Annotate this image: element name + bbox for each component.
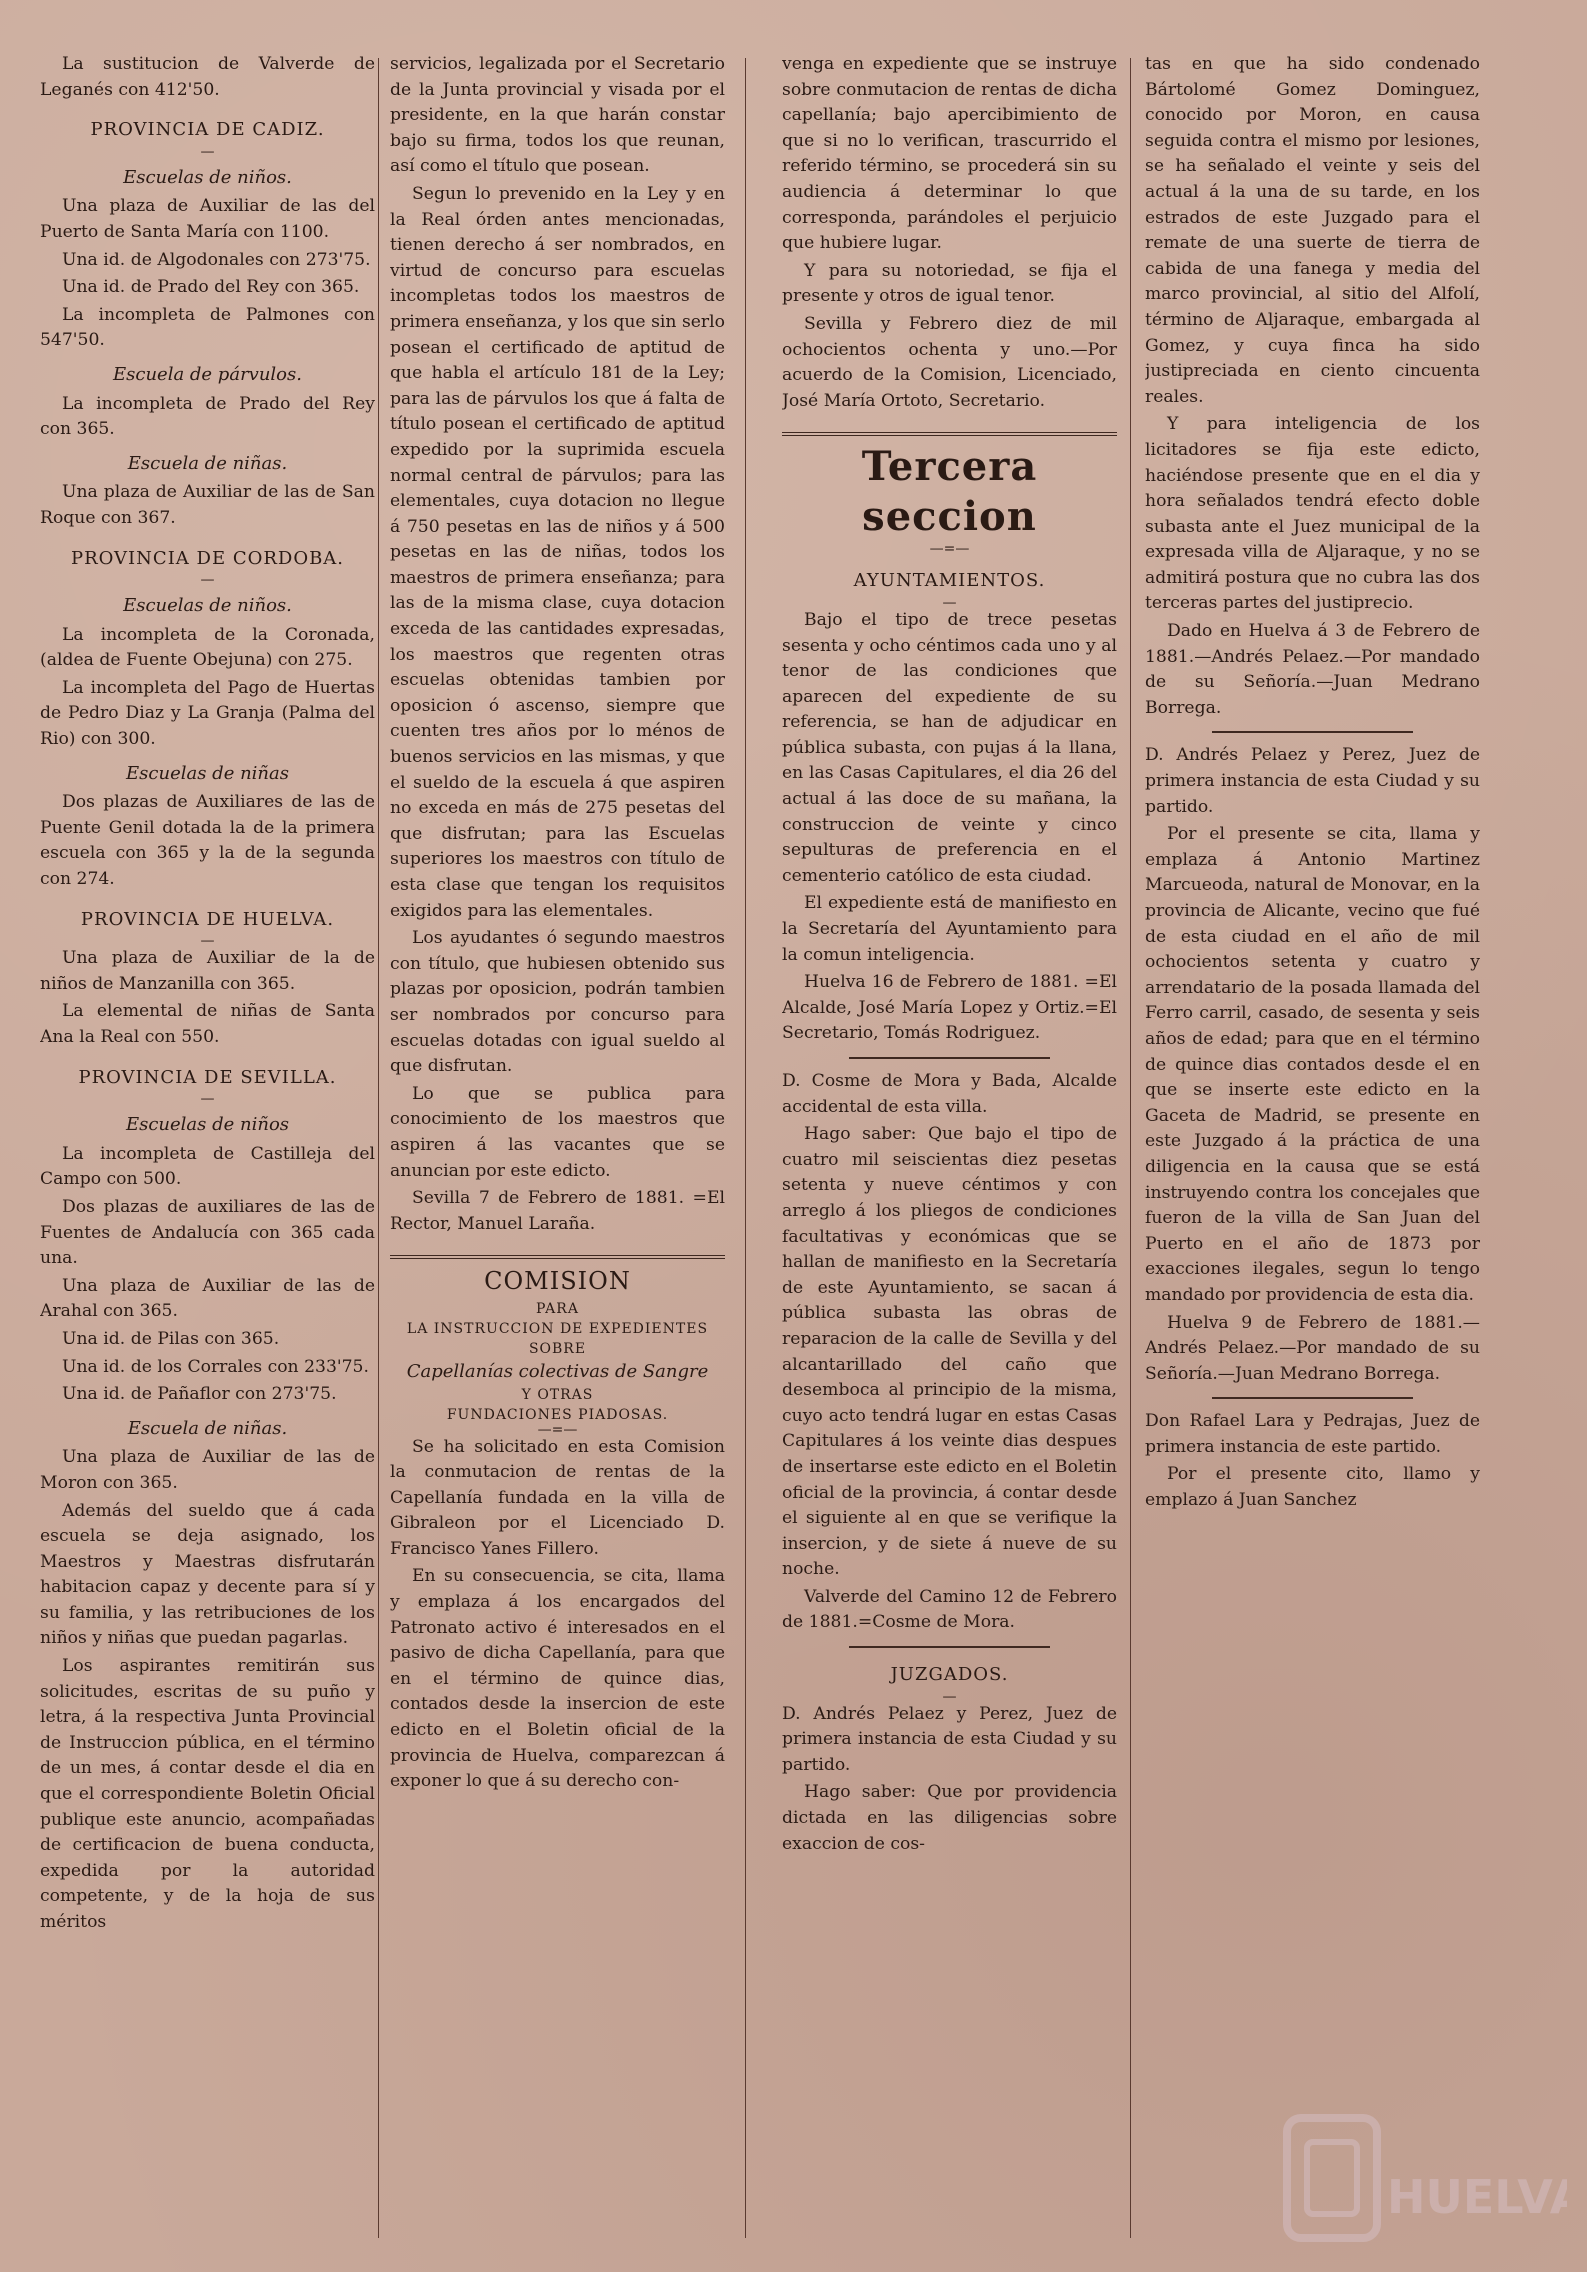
- paragraph: tas en que ha sido condenado Bártolomé Gomez Dominguez, conocido por Moron, en causa seguida contra el mismo por lesiones, se ha señalado el veinte y seis del actual á la una de su tarde, en los estrados de este Juzgado para el remate de una suerte de tierra de cabida de una fanega y media del marco provincial, al sitio del Alfolí, término de Aljaraque, embargada al Gomez, y cuya finca ha sido justipreciada en ciento cincuenta reales.: [1145, 54, 1480, 407]
- archive-seal: [1267, 2108, 1567, 2248]
- paragraph: Hago saber: Que bajo el tipo de cuatro mil seiscientas diez pesetas setenta y nueve céntimos y con arreglo á los pliegos de condiciones facultativas y económicas que se hallan de manifiesto en la Secretaría de este Ayuntamiento, se sacan á pública subasta las obras de reparacion de la calle de Sevilla y del alcantarillado del caño que desemboca al principio de la misma, cuyo acto tendrá lugar en estas Casas Capitulares á los veinte dias despues de insertarse este edicto en el Boletin oficial de la provincia, á contar desde el siguiente al en que se verifique la insercion, y de siete á nueve de su noche.: [782, 1124, 1117, 1580]
- paragraph: La incompleta de la Coronada, (aldea de Fuente Obejuna) con 275.: [40, 624, 375, 671]
- paragraph: Huelva 9 de Febrero de 1881.—Andrés Pelaez.—Por mandado de su Señoría.—Juan Medrano Borrega.: [1145, 1312, 1480, 1384]
- subheading: Escuelas de niños.: [123, 595, 292, 617]
- separator: —: [200, 572, 215, 589]
- column-divider: [745, 58, 746, 2238]
- column-4: [1145, 52, 1480, 2252]
- divider-rule: [1212, 1397, 1413, 1399]
- section-heading: PROVINCIA DE HUELVA.: [80, 908, 335, 930]
- paragraph: Hago saber: Que por providencia dictada en las diligencias sobre exaccion de cos-: [782, 1782, 1117, 1854]
- section-heading: PROVINCIA DE SEVILLA.: [78, 1066, 337, 1088]
- paragraph: El expediente está de manifiesto en la Secretaría del Ayuntamiento para la comun inteligencia.: [782, 893, 1117, 965]
- paragraph: Lo que se publica para conocimiento de los maestros que aspiren á las vacantes que se anuncian por este edicto.: [390, 1083, 725, 1181]
- paragraph: D. Andrés Pelaez y Perez, Juez de primera instancia de esta Ciudad y su partido.: [1145, 745, 1480, 817]
- paragraph: Una plaza de Auxiliar de las de Arahal con 365.: [40, 1275, 375, 1322]
- paragraph: Y para inteligencia de los licitadores se fija este edicto, haciéndose presente que en el dia y hora señalados tendrá efecto doble subasta ante el Juez municipal de la expresada villa de Aljaraque, y no se admitirá postura que no cubra las dos terceras partes del justiprecio.: [1145, 414, 1480, 614]
- paragraph: Dos plazas de auxiliares de las de Fuentes de Andalucía con 365 cada una.: [40, 1196, 375, 1269]
- section-heading: PROVINCIA DE CADIZ.: [90, 119, 325, 141]
- paragraph: Los ayudantes ó segundo maestros con título, que hubiesen obtenido sus plazas por oposicion, podrán tambien ser nombrados por concurso para escuelas dotadas con igual sueldo al que disfrutan.: [390, 928, 725, 1077]
- commission-subtitle: LA INSTRUCCION DE EXPEDIENTES: [406, 1320, 709, 1337]
- separator: —: [200, 1091, 215, 1108]
- column-divider: [378, 58, 379, 2238]
- subheading: Escuela de niñas.: [127, 1417, 288, 1439]
- paragraph: Dos plazas de Auxiliares de las de Puente Genil dotada la de la primera escuela con 365 y la de la segunda con 274.: [40, 792, 375, 890]
- double-rule: [390, 1255, 725, 1259]
- paragraph: Sevilla y Febrero diez de mil ochocientos ochenta y uno.—Por acuerdo de la Comision, Licenciado, José María Ortoto, Secretario.: [782, 313, 1117, 411]
- section-heading: AYUNTAMIENTOS.: [853, 570, 1046, 592]
- commission-subtitle-italic: Capellanías colectivas de Sangre: [406, 1360, 709, 1382]
- column-3: [782, 52, 1117, 2252]
- paragraph: Una id. de los Corrales con 233'75.: [62, 1356, 369, 1377]
- separator: —: [200, 933, 215, 950]
- column-1: [40, 52, 375, 2252]
- paragraph: Y para su notoriedad, se fija el presente y otros de igual tenor.: [782, 260, 1117, 307]
- separator: —=—: [929, 541, 970, 558]
- subheading: Escuela de niñas.: [127, 452, 288, 474]
- paragraph: Valverde del Camino 12 de Febrero de 1881.=Cosme de Mora.: [782, 1586, 1117, 1633]
- paragraph: Una id. de Pilas con 365.: [62, 1328, 280, 1349]
- section-heading: PROVINCIA DE CORDOBA.: [70, 547, 345, 569]
- paragraph: Huelva 16 de Febrero de 1881. =El Alcalde, José María Lopez y Ortiz.=El Secretario, Tomás Rodriguez.: [782, 972, 1117, 1044]
- paragraph: Se ha solicitado en esta Comision la conmutacion de rentas de la Capellanía fundada en la villa de Gibraleon por el Licenciado D. Francisco Yanes Fillero.: [390, 1436, 725, 1559]
- paragraph: Una id. de Pañaflor con 273'75.: [62, 1384, 337, 1405]
- paragraph: Sevilla 7 de Febrero de 1881. =El Rector, Manuel Laraña.: [390, 1188, 725, 1234]
- subheading: Escuela de párvulos.: [113, 363, 302, 385]
- paragraph: Segun lo prevenido en la Ley y en la Real órden antes mencionadas, tienen derecho á ser nombrados, en virtud de concurso para escuelas incompletas todos los maestros de primera enseñanza, y los que sin serlo posean el certificado de aptitud de que habla el artículo 181 de la Ley; para las de párvulos los que á falta de título posean el certificado de aptitud expedido por la suprimida escuela normal central de párvulos; para las elementales, cuya dotacion no llegue á 750 pesetas en las de niños y á 500 pesetas en las de niñas, todos los maestros de primera enseñanza; para las de la misma clase, cuya dotacion exceda de las cantidades expresadas, los maestros que regenten otras escuelas obtenidas tambien por oposicion ó ascenso, siempre que cuenten tres años por lo ménos de buenos servicios en las mismas, y que el sueldo de la escuela á que aspiren no exceda en más de 275 pesetas del que disfrutan; para las Escuelas superiores los maestros con título de esta clase que tengan los requisitos exigidos para las elementales.: [390, 183, 725, 921]
- paragraph: Don Rafael Lara y Pedrajas, Juez de primera instancia de este partido.: [1145, 1411, 1480, 1457]
- separator: —=—: [537, 1421, 578, 1438]
- paragraph: La sustitucion de Valverde de Leganés con 412'50.: [40, 54, 375, 100]
- subheading: Escuelas de niños: [125, 1114, 290, 1136]
- paragraph: Por el presente se cita, llama y emplaza á Antonio Martinez Marcueoda, natural de Monovar, en la provincia de Alicante, vecino que fué de esta ciudad en el año de mil ochocientos setenta y cuatro y arrendatario de la posada llamada del Ferro carril, casado, de sesenta y seis años de edad; para que en el término de quince dias contados desde el en que se inserte este edicto en la Gaceta de Madrid, se presente en este Juzgado á la práctica de una diligencia en la causa que se está instruyendo contra los concejales que fueron de la villa de San Juan del Puerto en el año de 1873 por exacciones ilegales, segun lo tengo mandado por providencia de esta dia.: [1145, 824, 1480, 1305]
- subheading: Escuelas de niños.: [123, 166, 292, 188]
- paragraph: Los aspirantes remitirán sus solicitudes, escritas de su puño y letra, á la respectiva Junta Provincial de Instruccion pública, en el término de un mes, á contar desde el dia en que el correspondiente Boletin Oficial publique este anuncio, acompañadas de certificacion de buena conducta, expedida por la autoridad competente, y de la hoja de sus méritos: [40, 1656, 375, 1932]
- divider-rule: [1212, 731, 1413, 733]
- divider-rule: [849, 1057, 1050, 1059]
- paragraph: D. Cosme de Mora y Bada, Alcalde accidental de esta villa.: [782, 1071, 1117, 1117]
- commission-subtitle: SOBRE: [528, 1340, 587, 1357]
- section-title: Tercera seccion: [861, 443, 1038, 541]
- paragraph: D. Andrés Pelaez y Perez, Juez de primera instancia de esta Ciudad y su partido.: [782, 1703, 1117, 1775]
- paragraph: La elemental de niñas de Santa Ana la Real con 550.: [40, 1001, 375, 1047]
- paragraph: Una plaza de Auxiliar de las de San Roque con 367.: [40, 482, 375, 528]
- seal-text: HUELVA: [1387, 2170, 1567, 2224]
- paragraph: Una plaza de Auxiliar de la de niños de Manzanilla con 365.: [40, 948, 375, 994]
- paragraph: La incompleta de Palmones con 547'50.: [40, 304, 375, 351]
- commission-subtitle: Y OTRAS: [521, 1386, 594, 1403]
- paragraph: Además del sueldo que á cada escuela se deja asignado, los Maestros y Maestras disfrutarán habitacion capaz y decente para sí y su familia, y las retribuciones de los niños y niñas que puedan pagarlas.: [40, 1500, 375, 1649]
- commission-subtitle: FUNDACIONES PIADOSAS.: [446, 1406, 669, 1423]
- paragraph: Una plaza de Auxiliar de las del Puerto de Santa María con 1100.: [40, 196, 375, 242]
- commission-subtitle: PARA: [536, 1300, 579, 1317]
- paragraph: En su consecuencia, se cita, llama y emplaza á los encargados del Patronato activo é interesados en el pasivo de dicha Capellanía, para que en el término de quince dias, contados desde la insercion de este edicto en el Boletin oficial de la provincia de Huelva, comparezcan á exponer lo que á su derecho con-: [390, 1566, 725, 1792]
- seal-icon: [1267, 2108, 1567, 2248]
- separator: —: [200, 143, 215, 160]
- paragraph: venga en expediente que se instruye sobre conmutacion de rentas de dicha capellanía; bajo apercibimiento de que si no lo verifican, trascurrido el referido término, se procederá sin su audiencia á determinar lo que corresponda, parándoles el perjuicio que hubiere lugar.: [782, 54, 1117, 254]
- separator: —: [942, 1688, 957, 1705]
- double-rule: [782, 432, 1117, 436]
- section-heading: JUZGADOS.: [890, 1664, 1009, 1686]
- paragraph: La incompleta de Castilleja del Campo con 500.: [40, 1143, 375, 1190]
- paragraph: Por el presente cito, llamo y emplazo á Juan Sanchez: [1145, 1464, 1480, 1511]
- subheading: Escuelas de niñas: [126, 762, 289, 784]
- separator: —: [942, 594, 957, 611]
- column-2: [390, 52, 725, 2252]
- divider-rule: [849, 1646, 1050, 1648]
- paragraph: La incompleta del Pago de Huertas de Pedro Diaz y La Granja (Palma del Rio) con 300.: [40, 677, 375, 750]
- paragraph: servicios, legalizada por el Secretario de la Junta provincial y visada por el presidente, en la que harán constar bajo su firma, todos los que reunan, así como el título que posean.: [390, 54, 725, 177]
- paragraph: Una plaza de Auxiliar de las de Moron con 365.: [40, 1447, 375, 1493]
- commission-title: COMISION: [484, 1267, 631, 1296]
- paragraph: Bajo el tipo de trece pesetas sesenta y ocho céntimos cada uno y al tenor de las condiciones que aparecen del expediente de su referencia, se han de adjudicar en pública subasta, con pujas á la llana, en las Casas Capitulares, el dia 26 del actual á las doce de su mañana, la construccion de veinte y cinco sepulturas de preferencia en el cementerio católico de esta ciudad.: [782, 609, 1117, 886]
- column-divider: [1130, 58, 1131, 2238]
- paragraph: Una id. de Prado del Rey con 365.: [62, 277, 360, 298]
- paragraph: Una id. de Algodonales con 273'75.: [62, 249, 371, 270]
- paragraph: Dado en Huelva á 3 de Febrero de 1881.—Andrés Pelaez.—Por mandado de su Señoría.—Juan Medrano Borrega.: [1145, 621, 1480, 718]
- paragraph: La incompleta de Prado del Rey con 365.: [40, 393, 375, 440]
